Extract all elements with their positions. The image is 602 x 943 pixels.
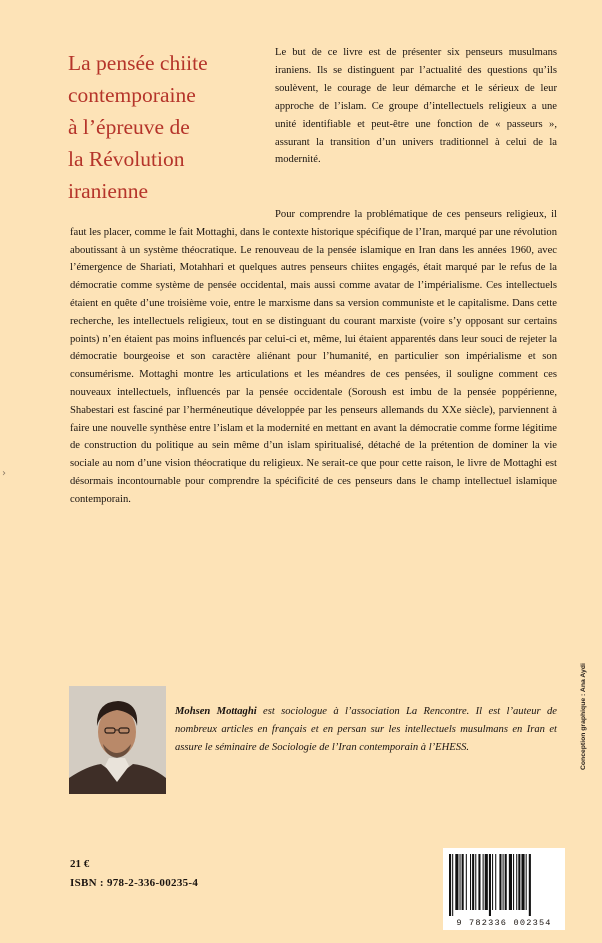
title-line: iranienne [68, 179, 148, 203]
barcode-bar [518, 854, 520, 910]
barcode-bar [462, 854, 464, 910]
barcode-bar [466, 854, 467, 910]
barcode-bar [460, 854, 461, 910]
barcode-bar [499, 854, 501, 910]
book-title [68, 47, 268, 207]
author-bio [175, 703, 557, 756]
barcode-bar [526, 854, 527, 910]
barcode-bar [513, 854, 514, 910]
barcode-bar [455, 854, 458, 910]
barcode-bar [492, 854, 493, 910]
body-paragraph: Pour comprendre la problématique de ces penseurs religieux, il faut les placer, comme le fait Mottaghi, dans le contexte historique spécifique de l’Iran, marqué par une révolution aboutissant à un système théocratique. Le renouveau de la pensée islamique en Iran dans les années 1960, avec l’émergence de Shariati, Motahhari et quelques autres penseurs chiites engagés, était marqué par le refus de la démocratie comme système de pensée occidental, mais aussi comme avatar de l’impérialisme. Ces intellectuels étaient en quête d’une troisième voie, entre le marxisme dans sa version communiste et le capitalisme. Dans cette recherche, les intellectuels religieux, tout en se distinguant du courant marxiste (voire s’y opposant sur certains points) n’en étaient pas moins influencés par celui-ci et, même, lui étaient apparentés dans leur souci de rejeter la démocratie bourgeoise et son caractère aliénant pour l’humanité, en particulier son impérialisme et son consumérisme. Mottaghi montre les articulations et les méandres de ces pensées, il souligne comment ces nouveaux intellectuels, influencés par la pensée occidentale (Soroush est imbu de la pensée poppérienne, Shabestari est fasciné par l’herméneutique développée par les penseurs allemands du XXe siècle), parviennent à faire une nouvelle synthèse entre l’islam et la modernité en mettant en avant la démocratie comme forme légitime de construction du politique au sein même d’un islam spiritualisé, détaché de la prétention de dominer la vie sociale au nom d’une vision théocratique du religieux. Ne serait-ce que pour cette raison, le livre de Mottaghi est désormais incontournable pour comprendre la spécificité de ces penseurs dans le champ intellectuel islamique contemporain. [70, 209, 557, 505]
edge-mark: › [2, 468, 6, 479]
barcode-bar [489, 854, 491, 916]
barcode-bars [443, 848, 565, 918]
barcode-bar [516, 854, 517, 910]
barcode-bar [485, 854, 488, 910]
intro-paragraph: Le but de ce livre est de présenter six penseurs musulmans iraniens. Ils se distinguent par l’actualité des questions qu’ils soulèvent, le courage de leur démarche et le sérieux de leur approche de l’islam. Ce groupe d’intellectuels religieux a une unité identifiable et peut-être une fonction de « passeurs », assurant la transition d’un univers traditionnel à celui de la modernité. [275, 47, 557, 166]
barcode-bar [521, 854, 524, 910]
barcode-bar [529, 854, 531, 916]
title-line: La pensée chiite [68, 51, 208, 75]
barcode [443, 848, 565, 930]
design-credit: Conception graphique : Ana Aydi [580, 663, 587, 770]
barcode-bar [509, 854, 512, 910]
title-line: la Révolution [68, 147, 185, 171]
barcode-bar [449, 854, 451, 916]
author-bio-text: est sociologue à l’association La Rencontre. Il est l’auteur de nombreux articles en français et en persan sur les intellectuels musulmans en Iran et assure le séminaire de Sociologie de l’Iran contemporain à l’EHESS. [175, 706, 557, 753]
author-portrait-image [69, 686, 166, 794]
price: 21 € [70, 858, 90, 870]
barcode-bar [472, 854, 474, 910]
barcode-bar [478, 854, 480, 910]
title-line: à l’épreuve de [68, 115, 190, 139]
barcode-number: 9 782336 002354 [456, 918, 552, 928]
title-line: contemporaine [68, 83, 196, 107]
barcode-bar [483, 854, 484, 910]
author-photo [69, 686, 166, 794]
barcode-bar [452, 854, 453, 916]
barcode-bar [470, 854, 471, 910]
barcode-bar [505, 854, 507, 910]
barcode-bar [475, 854, 476, 910]
barcode-bar [495, 854, 496, 910]
isbn: ISBN : 978-2-336-00235-4 [70, 877, 199, 889]
barcode-bar [503, 854, 504, 910]
author-name: Mohsen Mottaghi [175, 706, 257, 717]
